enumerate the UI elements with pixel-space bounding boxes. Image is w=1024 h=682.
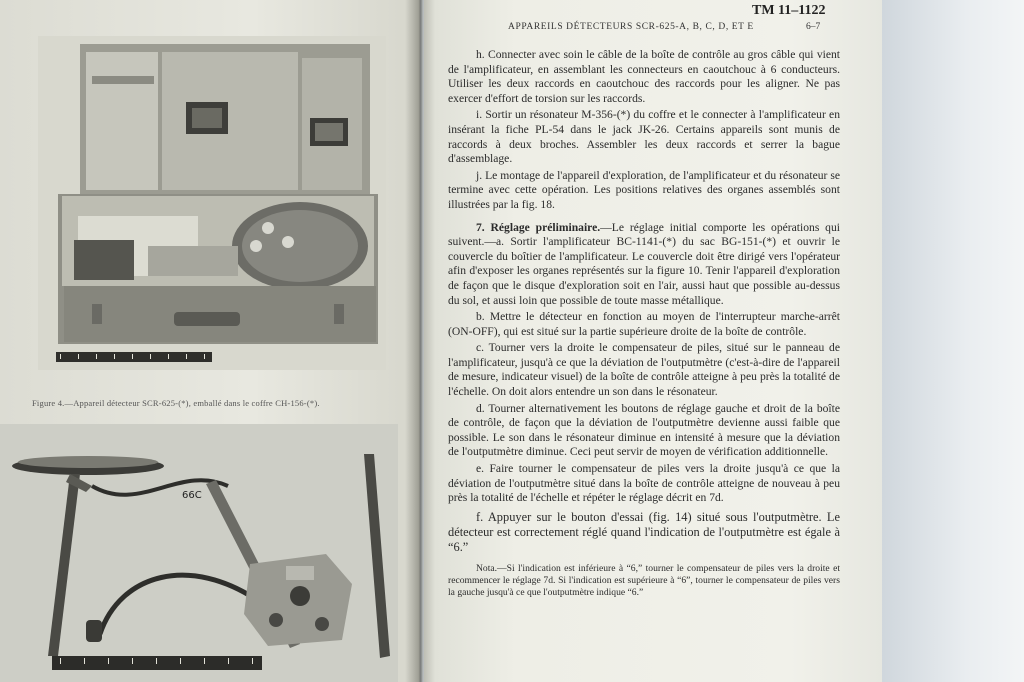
paragraph-e: e. Faire tourner le compensateur de piles vers la droite jusqu'à ce que la déviation de l'outputmètre situé dans la boîte de contrôle atteigne de nouveau à peu près la totalité de l'échelle et répéter le réglage décrit en 7d. <box>448 462 840 505</box>
paragraph-f: f. Appuyer sur le bouton d'essai (fig. 14) situé sous l'outputmètre. Le détecteur est correctement réglé quand l'indication de l'outputmètre est égale à “6.” <box>448 509 840 555</box>
paragraph-c: c. Tourner vers la droite le compensateur de piles, situé sur le panneau de l'amplificateur, jusqu'à ce que la déviation de l'outputmètre (c'est-à-dire de l'appareil de mesure, indicateur visuel) de la boîte de contrôle atteigne à peu près la totalité de l'échelle. On doit alors entendre un son dans le résonateur. <box>448 341 840 399</box>
section-7-a: —Le réglage initial comporte les opérations qui suivent.—a. Sortir l'amplificateur BC-1141-(*) du sac BG-151-(*) et ouvrir le couvercle du boîtier de l'amplificateur. Le couvercle doit être dirigé vers l'opérateur afin d'exposer les organes représentés sur la figure 10. Tenir l'appareil d'exploration de façon que le disque d'exploration soit en l'air, aussi haut que possible au-dessus du sol, et aussi loin que possible de toute masse métallique. <box>448 220 840 307</box>
background-surface <box>880 0 1024 682</box>
paragraph-j: j. Le montage de l'appareil d'exploration, de l'amplificateur et du résonateur se termine avec cette opération. Les positions relatives des organes assemblés sont illustrées par la fig. 18. <box>448 168 840 211</box>
running-head: APPAREILS DÉTECTEURS SCR-625-A, B, C, D, ET E <box>508 22 754 32</box>
paragraph-h: h. Connecter avec soin le câble de la boîte de contrôle au gros câble qui vient de l'amplificateur, en assemblant les connecteurs en caoutchouc à 6 conducteurs. Utiliser les deux raccords en caoutchouc des raccords pour les aligner. Ne pas exercer d'effort de torsion sur les raccords. <box>448 48 840 105</box>
body-text <box>448 48 840 601</box>
manual-number: TM 11–1122 <box>752 3 826 18</box>
section-numbers: 6–7 <box>806 22 821 32</box>
photo-detector-in-case <box>38 36 386 370</box>
left-page <box>0 0 420 682</box>
book-gutter <box>405 0 435 682</box>
photo-detector-parts <box>0 424 398 682</box>
note-paragraph: Nota.—Si l'indication est inférieure à “6,” tourner le compensateur de piles vers la droite et recommencer le réglage 7d. Si l'indication est supérieure à “6”, tourner le compensateur de piles vers la gauche jusqu'à ce que l'outputmètre indique “6.” <box>448 563 840 599</box>
paragraph-i: i. Sortir un résonateur M-356-(*) du coffre et le connecter à l'amplificateur en insérant la fiche PL-54 dans le jack JK-26. Certains appareils sont munis de raccords à deux broches. Assembler les deux raccords et serrer la bague d'assemblage. <box>448 108 840 166</box>
section-7-paragraph <box>448 221 840 309</box>
paragraph-b: b. Mettre le détecteur en fonction au moyen de l'interrupteur marche-arrêt (ON-OFF), qui est situé sur la partie supérieure droite de la boîte de contrôle. <box>448 310 840 338</box>
figure2-label: 66C <box>182 490 202 501</box>
paragraph-d: d. Tourner alternativement les boutons de réglage gauche et droit de la boîte de contrôle, de façon que la déviation de l'outputmètre devienne aussi faible que possible. Le son dans le résonateur diminue en intensité à mesure que la déviation de l'outputmètre diminue. Ceci peut servir de moyen de vérification additionnelle. <box>448 401 840 459</box>
figure-caption: Figure 4.—Appareil détecteur SCR-625-(*), emballé dans le coffre CH-156-(*). <box>32 398 320 408</box>
section-7-title: 7. Réglage préliminaire. <box>476 220 601 234</box>
